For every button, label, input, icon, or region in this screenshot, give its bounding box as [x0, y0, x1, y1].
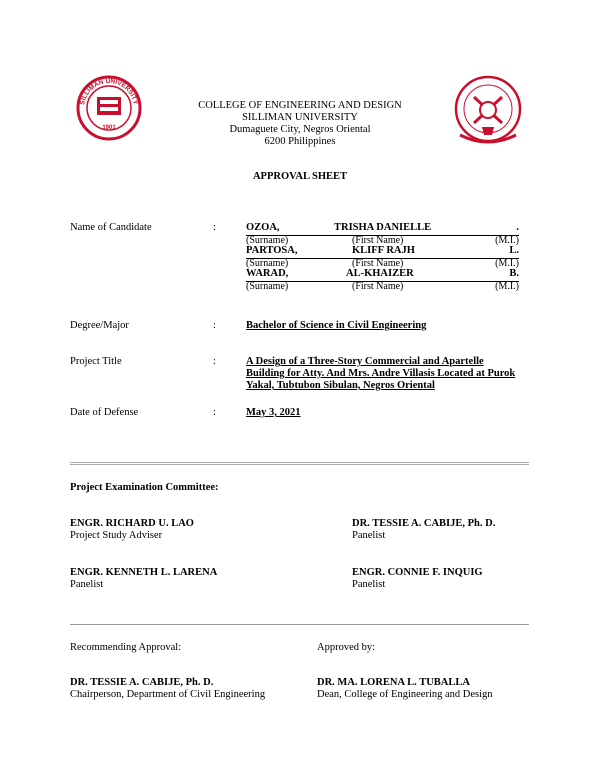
candidate-label: Name of Candidate	[70, 222, 152, 233]
committee-heading: Project Examination Committee:	[70, 482, 219, 493]
middle-initial: .	[516, 222, 519, 233]
member-role: Panelist	[70, 579, 104, 590]
recommender-role: Chairperson, Department of Civil Engineering	[70, 689, 266, 700]
committee-member	[352, 567, 483, 591]
defense-colon: :	[213, 407, 216, 418]
member-role: Panelist	[352, 579, 386, 590]
surname-caption: (Surname)	[246, 281, 289, 292]
member-name: ENGR. RICHARD U. LAO	[70, 518, 194, 529]
candidate-name-row	[246, 245, 519, 259]
first-name-caption: (First Name)	[352, 235, 404, 246]
mi-caption: (M.I.)	[495, 281, 519, 292]
surname: OZOA,	[246, 222, 280, 233]
mi-caption: (M.I.)	[495, 258, 519, 269]
project-title-line: Yakal, Tubtubon Sibulan, Negros Oriental	[246, 380, 435, 391]
degree-colon: :	[213, 320, 216, 331]
member-role: Panelist	[352, 530, 386, 541]
candidate-colon: :	[213, 222, 216, 233]
defense-label: Date of Defense	[70, 407, 139, 418]
first-name-caption: (First Name)	[352, 258, 404, 269]
seal-year: 1901	[102, 125, 116, 131]
degree-value: Bachelor of Science in Civil Engineering	[246, 320, 427, 331]
approver-role: Dean, College of Engineering and Design	[317, 689, 493, 700]
first-name: TRISHA DANIELLE	[334, 222, 432, 233]
surname-caption: (Surname)	[246, 235, 289, 246]
candidate-name-row	[246, 268, 519, 282]
project-title-line: A Design of a Three-Story Commercial and Apartelle	[246, 356, 484, 367]
surname-caption: (Surname)	[246, 258, 289, 269]
page-title: APPROVAL SHEET	[252, 171, 348, 182]
project-label: Project Title	[70, 356, 122, 367]
section-divider	[70, 624, 529, 625]
project-title	[246, 356, 526, 392]
project-title-line: Building for Atty. And Mrs. Andre Villasis Located at Purok	[246, 368, 516, 379]
city-line: Dumaguete City, Negros Oriental	[229, 124, 371, 135]
section-divider	[70, 462, 529, 465]
surname: PARTOSA,	[246, 245, 298, 256]
approver	[317, 677, 493, 701]
mi-caption: (M.I.)	[495, 235, 519, 246]
middle-initial: B.	[509, 268, 519, 279]
seal-ring-text: SILLIMAN UNIVERSITY	[79, 77, 139, 106]
defense-value: May 3, 2021	[246, 407, 301, 418]
zip-line: 6200 Philippines	[264, 136, 336, 147]
member-role: Project Study Adviser	[70, 530, 163, 541]
project-colon: :	[213, 356, 216, 367]
first-name: KLIFF RAJH	[352, 245, 415, 256]
recommender-name: DR. TESSIE A. CABIJE, Ph. D.	[70, 677, 214, 688]
candidate-sub-row	[246, 281, 519, 293]
recommender	[70, 677, 265, 701]
surname: WARAD,	[246, 268, 289, 279]
university-name: SILLIMAN UNIVERSITY	[242, 112, 358, 123]
college-name: COLLEGE OF ENGINEERING AND DESIGN	[198, 100, 402, 111]
member-name: ENGR. KENNETH L. LARENA	[70, 567, 218, 578]
approved-label: Approved by:	[317, 642, 376, 653]
approver-name: DR. MA. LORENA L. TUBALLA	[317, 677, 470, 688]
member-name: DR. TESSIE A. CABIJE, Ph. D.	[352, 518, 496, 529]
candidate-name-row	[246, 222, 519, 236]
first-name: AL-KHAIZER	[346, 268, 414, 279]
middle-initial: L.	[509, 245, 519, 256]
committee-member	[70, 567, 217, 591]
recommending-label: Recommending Approval:	[70, 642, 182, 653]
member-name: ENGR. CONNIE F. INQUIG	[352, 567, 483, 578]
degree-label: Degree/Major	[70, 320, 129, 331]
first-name-caption: (First Name)	[352, 281, 404, 292]
committee-member	[352, 518, 495, 542]
committee-member	[70, 518, 194, 542]
